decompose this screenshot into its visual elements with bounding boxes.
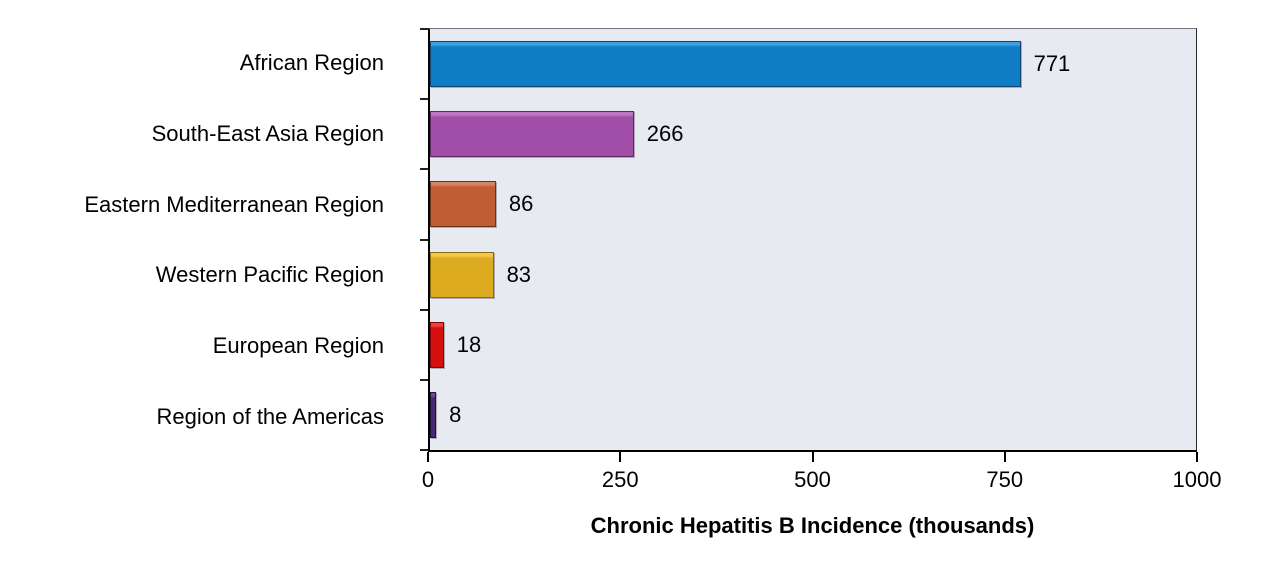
x-axis-tick-label: 750 xyxy=(986,467,1024,492)
y-axis-tick xyxy=(420,379,428,381)
bar-row xyxy=(430,380,1196,450)
x-axis-ticks xyxy=(421,452,1222,512)
x-axis-tick xyxy=(427,452,429,462)
bar-value-label: 18 xyxy=(456,331,482,357)
x-axis-tick-label: 500 xyxy=(794,467,831,492)
x-axis-tick-label: 0 xyxy=(421,467,435,492)
bar-value-label: 8 xyxy=(449,401,462,427)
bar-value-label: 86 xyxy=(508,191,534,217)
bar-value-label: 83 xyxy=(506,261,532,287)
bar-row xyxy=(430,169,1196,239)
x-axis-tick xyxy=(812,452,814,462)
category-label: Western Pacific Region xyxy=(155,262,384,288)
bar-3 xyxy=(430,181,496,227)
bar-row xyxy=(430,310,1196,380)
bar-row xyxy=(430,29,1196,99)
category-label: South-East Asia Region xyxy=(151,121,384,146)
x-axis-title: Chronic Hepatitis B Incidence (thousands) xyxy=(590,513,1035,538)
y-axis-category-labels xyxy=(0,28,406,452)
plot-area xyxy=(428,28,1197,452)
bar-row xyxy=(430,240,1196,310)
y-axis-tick xyxy=(420,309,428,311)
y-axis-tick xyxy=(420,98,428,100)
x-axis-tick xyxy=(1004,452,1006,462)
y-axis-tick xyxy=(420,168,428,170)
bar-2 xyxy=(430,111,634,157)
y-axis-tick xyxy=(420,28,428,30)
x-axis-tick-label: 250 xyxy=(601,467,639,492)
category-label: African Region xyxy=(239,50,384,76)
y-axis-tick xyxy=(420,239,428,241)
bar-rows xyxy=(430,29,1196,450)
bar-5 xyxy=(430,322,444,368)
bar-6 xyxy=(430,392,436,438)
category-label: Eastern Mediterranean Region xyxy=(84,191,384,217)
x-axis-tick xyxy=(1196,452,1198,462)
x-axis-tick-label: 1000 xyxy=(1172,467,1222,492)
bar-4 xyxy=(430,252,494,298)
category-label: European Region xyxy=(212,333,384,359)
x-axis-tick xyxy=(619,452,621,462)
bar-value-label: 771 xyxy=(1033,51,1071,77)
y-axis-tick xyxy=(420,449,428,451)
bar-value-label: 266 xyxy=(646,121,684,147)
category-label: Region of the Americas xyxy=(156,403,384,429)
bar-1 xyxy=(430,41,1021,87)
bar-row xyxy=(430,99,1196,169)
